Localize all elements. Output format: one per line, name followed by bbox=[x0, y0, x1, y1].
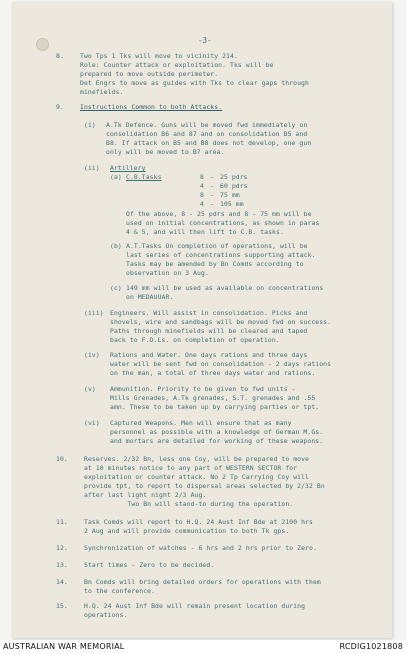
paragraph-line: 149 mm will be used as available on concentrations bbox=[126, 284, 324, 292]
paragraph-line: last series of concentrations supporting attack. bbox=[126, 251, 316, 259]
sub-heading: C.B.Tasks bbox=[126, 173, 162, 181]
gun-count: 4 bbox=[200, 182, 204, 190]
paragraph-line: amn. These to be taken up by carrying parties or tpt. bbox=[110, 403, 320, 411]
gun-count: 4 bbox=[200, 200, 204, 208]
sub-label: (a) bbox=[110, 173, 122, 181]
paragraph-line: Captured Weapons. Men will ensure that as many bbox=[110, 419, 292, 427]
paragraph-line: after last light night 2/3 Aug. bbox=[84, 491, 207, 499]
paragraph-line: shovels, wire and sandbags will be moved fwd on success. bbox=[110, 318, 332, 326]
paragraph-line: Engineers. Will assist in consolidation. Picks and bbox=[110, 309, 308, 317]
item-number: 12. bbox=[56, 544, 68, 552]
paragraph-line: Tasks may be amended by Bn Comds according to bbox=[126, 260, 304, 268]
footer-source: AUSTRALIAN WAR MEMORIAL bbox=[3, 642, 125, 651]
paragraph-line: Of the above, 8 - 25 pdrs and 8 - 75 mm will be bbox=[126, 210, 312, 218]
section-heading: Instructions Common to both Attacks. bbox=[80, 103, 223, 111]
gun-type: 25 pdrs bbox=[220, 173, 248, 181]
paragraph-line: Paths through minefields will be cleared and taped bbox=[110, 327, 308, 335]
paragraph-line: Two Bn will stand-to during the operation. bbox=[84, 500, 294, 508]
paragraph-line: 2 Aug and will provide communication to both Tk gps. bbox=[84, 527, 290, 535]
paragraph-line: Mills Grenades, A.Tk grenades, S.T. grenades and .55 bbox=[110, 394, 316, 402]
paragraph-line: minefields. bbox=[80, 88, 124, 96]
paragraph-line: consolidation B6 and 87 and on consolidation B5 and bbox=[106, 130, 308, 138]
paragraph-line: back to F.D.Ls. on completion of operation. bbox=[110, 336, 280, 344]
sub-label: (vi) bbox=[84, 419, 100, 427]
paragraph-line: Reserves. 2/32 Bn, less one Coy, will be prepared to move bbox=[84, 455, 310, 463]
gun-type: 105 mm bbox=[220, 200, 244, 208]
paragraph-line: Ammunition. Priority to be given to fwd units - bbox=[110, 385, 296, 393]
gun-type: 60 pdrs bbox=[220, 182, 248, 190]
sub-label: (iii) bbox=[84, 309, 104, 317]
paragraph-line: on the man, a total of three days water and rations. bbox=[110, 369, 316, 377]
paragraph-line: 4 & 5, and will then lift to C.B. tasks. bbox=[126, 228, 284, 236]
paragraph-line: operations. bbox=[84, 611, 128, 619]
paragraph-line: observation on 3 Aug. bbox=[126, 269, 209, 277]
item-number: 9. bbox=[56, 103, 64, 111]
paragraph-line: Role: Counter attack or exploitation. Tks will be bbox=[80, 61, 274, 69]
item-number: 10. bbox=[56, 455, 68, 463]
gun-count: 8 bbox=[200, 191, 204, 199]
sub-label: (i) bbox=[84, 121, 96, 129]
punch-hole bbox=[36, 38, 49, 51]
paragraph-line: Task Comds will report to H.Q. 24 Aust Inf Bde at 2100 hrs bbox=[84, 518, 313, 526]
paragraph-line: Start times - Zero to be decided. bbox=[84, 561, 215, 569]
paragraph-line: only will be moved to B7 area. bbox=[106, 148, 225, 156]
item-number: 8. bbox=[56, 52, 64, 60]
footer-id: RCDIG1021808 bbox=[339, 642, 403, 651]
paragraph-line: on MEDAUUAR. bbox=[126, 293, 174, 301]
sub-label: (c) bbox=[110, 284, 122, 292]
paragraph-line: Rations and Water. One days rations and three days bbox=[110, 351, 308, 359]
sub-label: (ii) bbox=[84, 164, 100, 172]
paragraph-line: provide tpt, to report to dispersal areas selected by 2/32 Bn bbox=[84, 482, 325, 490]
paragraph-line: A.Tk Defence. Guns will be moved fwd immediately on bbox=[106, 121, 308, 129]
item-number: 11. bbox=[56, 518, 68, 526]
paragraph-line: Det Engrs to move as guides with Tks to clear gaps through bbox=[80, 79, 309, 87]
sub-label: (v) bbox=[84, 385, 96, 393]
gun-count: 8 bbox=[200, 173, 204, 181]
paragraph-line: exploitation or counter attack. No 2 Tp Carrying Coy will bbox=[84, 473, 310, 481]
paragraph-line: A.T.Tasks On completion of operations, will be bbox=[126, 242, 308, 250]
paragraph-line: used on initial concentrations, as shown in paras bbox=[126, 219, 320, 227]
sub-label: (b) bbox=[110, 242, 122, 250]
paragraph-line: Bn Comds will bring detailed orders for operations with them bbox=[84, 578, 321, 586]
paragraph-line: to the conference. bbox=[84, 587, 156, 595]
paragraph-line: B8. If attack on B5 and B8 does not develop, one gun bbox=[106, 139, 312, 147]
sub-label: (iv) bbox=[84, 351, 100, 359]
paragraph-line: at 10 minutes notice to any part of WESTERN SECTOR for bbox=[84, 464, 298, 472]
paragraph-line: Two Tps 1 Tks will move to vicinity 214. bbox=[80, 52, 238, 60]
page-number: -3- bbox=[198, 36, 212, 45]
paragraph-line: prepared to move outside perimeter. bbox=[80, 70, 219, 78]
paragraph-line: H.Q. 24 Aust Inf Bde will remain present location during bbox=[84, 602, 306, 610]
item-number: 13. bbox=[56, 561, 68, 569]
archive-footer bbox=[0, 640, 407, 654]
paragraph-line: and mortars are detailed for working of these weapons. bbox=[110, 437, 324, 445]
sub-heading: Artillery bbox=[110, 164, 146, 172]
item-number: 14. bbox=[56, 578, 68, 586]
paragraph-line: personnel as possible with a knowledge of German M.Gs. bbox=[110, 428, 324, 436]
item-number: 15. bbox=[56, 602, 68, 610]
paragraph-line: water will be sent fwd on consolidation - 2 days rations bbox=[110, 360, 332, 368]
paragraph-line: Synchronization of watches - 6 hrs and 2 hrs prior to Zero. bbox=[84, 544, 317, 552]
gun-type: 75 mm bbox=[220, 191, 240, 199]
